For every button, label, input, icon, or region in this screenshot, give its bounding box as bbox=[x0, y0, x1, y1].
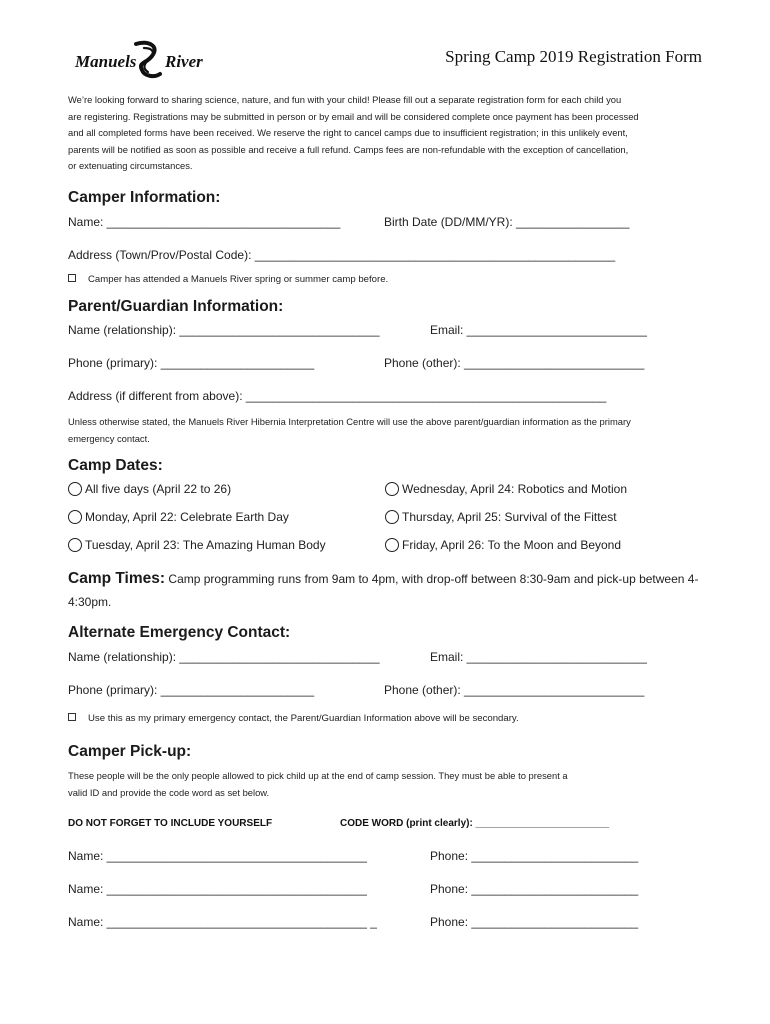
parent-email-field[interactable]: Email: ___________________________ bbox=[430, 323, 647, 337]
pickup-phone-field[interactable]: Phone: _________________________ bbox=[430, 849, 639, 863]
radio-circle-icon[interactable] bbox=[385, 510, 399, 524]
radio-circle-icon[interactable] bbox=[385, 538, 399, 552]
date-option-thursday[interactable] bbox=[385, 510, 617, 524]
intro-line: and all completed forms have been received. We reserve the right to cancel camps due to insufficient registration; in this unlikely event, bbox=[68, 127, 628, 139]
radio-circle-icon[interactable] bbox=[68, 510, 82, 524]
intro-line: parents will be notified as soon as possible and receive a full refund. Camps fees are non-refundable with the exception of cancellation, bbox=[68, 143, 629, 155]
note-line: These people will be the only people allowed to pick child up at the end of camp session. They must be able to present a bbox=[68, 770, 568, 781]
date-option-label: All five days (April 22 to 26) bbox=[85, 482, 232, 496]
date-option-monday[interactable] bbox=[68, 510, 289, 524]
pickup-name-field[interactable]: Name: _______________________________________ bbox=[68, 882, 367, 896]
note-line: emergency contact. bbox=[68, 433, 150, 444]
note-line: valid ID and provide the code word as set below. bbox=[68, 787, 270, 798]
birth-date-field[interactable]: Birth Date (DD/MM/YR): _________________ bbox=[384, 215, 630, 229]
camp-times-heading: Camp Times: bbox=[68, 570, 166, 587]
date-option-wednesday[interactable] bbox=[385, 482, 627, 496]
alternate-phone-primary-field[interactable]: Phone (primary): _______________________ bbox=[68, 683, 315, 697]
radio-circle-icon[interactable] bbox=[385, 482, 399, 496]
date-option-friday[interactable] bbox=[385, 538, 621, 552]
camp-times-paragraph bbox=[68, 567, 708, 614]
parent-phone-primary-field[interactable]: Phone (primary): _______________________ bbox=[68, 356, 315, 370]
dont-forget-notice: DO NOT FORGET TO INCLUDE YOURSELF bbox=[68, 818, 273, 829]
code-word-field[interactable]: CODE WORD (print clearly): ________________________ bbox=[340, 818, 610, 829]
camper-pickup-heading: Camper Pick-up: bbox=[68, 743, 192, 760]
note-line: Unless otherwise stated, the Manuels River Hibernia Interpretation Centre will use the above parent/guardian information as the primary bbox=[68, 416, 631, 427]
parent-phone-other-field[interactable]: Phone (other): ___________________________ bbox=[384, 356, 645, 370]
intro-line: or extenuating circumstances. bbox=[68, 160, 193, 172]
intro-line: are registering. Registrations may be submitted in person or by email and will be considered complete once payment has been processed bbox=[68, 110, 639, 122]
date-option-label: Wednesday, April 24: Robotics and Motion bbox=[402, 482, 628, 496]
date-option-tuesday[interactable] bbox=[68, 538, 326, 552]
camper-address-field[interactable]: Address (Town/Prov/Postal Code): ______________________________________________________ bbox=[68, 248, 616, 262]
alternate-email-field[interactable]: Email: ___________________________ bbox=[430, 650, 647, 664]
camp-dates-heading: Camp Dates: bbox=[68, 457, 163, 474]
checkbox-icon[interactable] bbox=[68, 713, 76, 721]
river-swirl-icon bbox=[130, 40, 166, 80]
pickup-name-field[interactable]: Name: _______________________________________ bbox=[68, 849, 367, 863]
pickup-name-field[interactable]: Name: _______________________________________ _ bbox=[68, 915, 377, 929]
attended-before-label: Camper has attended a Manuels River spring or summer camp before. bbox=[88, 274, 389, 285]
parent-name-field[interactable]: Name (relationship): ______________________________ bbox=[68, 323, 380, 337]
manuels-river-logo bbox=[72, 38, 212, 86]
camper-name-field[interactable]: Name: ___________________________________ bbox=[68, 215, 341, 229]
primary-contact-checkbox-row[interactable] bbox=[68, 713, 519, 724]
intro-paragraph bbox=[68, 92, 708, 175]
alternate-phone-other-field[interactable]: Phone (other): ___________________________ bbox=[384, 683, 645, 697]
camp-times-text: Camp programming runs from 9am to 4pm, with drop-off between 8:30-9am and pick-up between 4-4:30pm. bbox=[68, 572, 699, 609]
primary-contact-label: Use this as my primary emergency contact, the Parent/Guardian Information above will be secondary. bbox=[88, 713, 519, 724]
pickup-note bbox=[68, 767, 708, 801]
form-title: Spring Camp 2019 Registration Form bbox=[445, 47, 702, 66]
emergency-contact-note bbox=[68, 413, 708, 447]
camper-info-heading: Camper Information: bbox=[68, 189, 221, 206]
logo-word-river: River bbox=[165, 52, 203, 71]
parent-address-field[interactable]: Address (if different from above): ______________________________________________________ bbox=[68, 389, 607, 403]
alternate-name-field[interactable]: Name (relationship): ______________________________ bbox=[68, 650, 380, 664]
intro-line: We’re looking forward to sharing science, nature, and fun with your child! Please fill out a separate registration form for each child you bbox=[68, 94, 622, 105]
radio-circle-icon[interactable] bbox=[68, 538, 82, 552]
logo-word-manuels: Manuels bbox=[75, 52, 137, 71]
attended-before-checkbox-row[interactable] bbox=[68, 274, 388, 285]
checkbox-icon[interactable] bbox=[68, 274, 76, 282]
date-option-label: Monday, April 22: Celebrate Earth Day bbox=[85, 510, 289, 524]
pickup-phone-field[interactable]: Phone: _________________________ bbox=[430, 915, 639, 929]
date-option-label: Thursday, April 25: Survival of the Fittest bbox=[402, 510, 617, 524]
alternate-contact-heading: Alternate Emergency Contact: bbox=[68, 624, 291, 641]
date-option-all-days[interactable] bbox=[68, 482, 231, 496]
radio-circle-icon[interactable] bbox=[68, 482, 82, 496]
date-option-label: Tuesday, April 23: The Amazing Human Body bbox=[85, 538, 326, 552]
date-option-label: Friday, April 26: To the Moon and Beyond bbox=[402, 538, 622, 552]
pickup-phone-field[interactable]: Phone: _________________________ bbox=[430, 882, 639, 896]
parent-info-heading: Parent/Guardian Information: bbox=[68, 298, 284, 315]
